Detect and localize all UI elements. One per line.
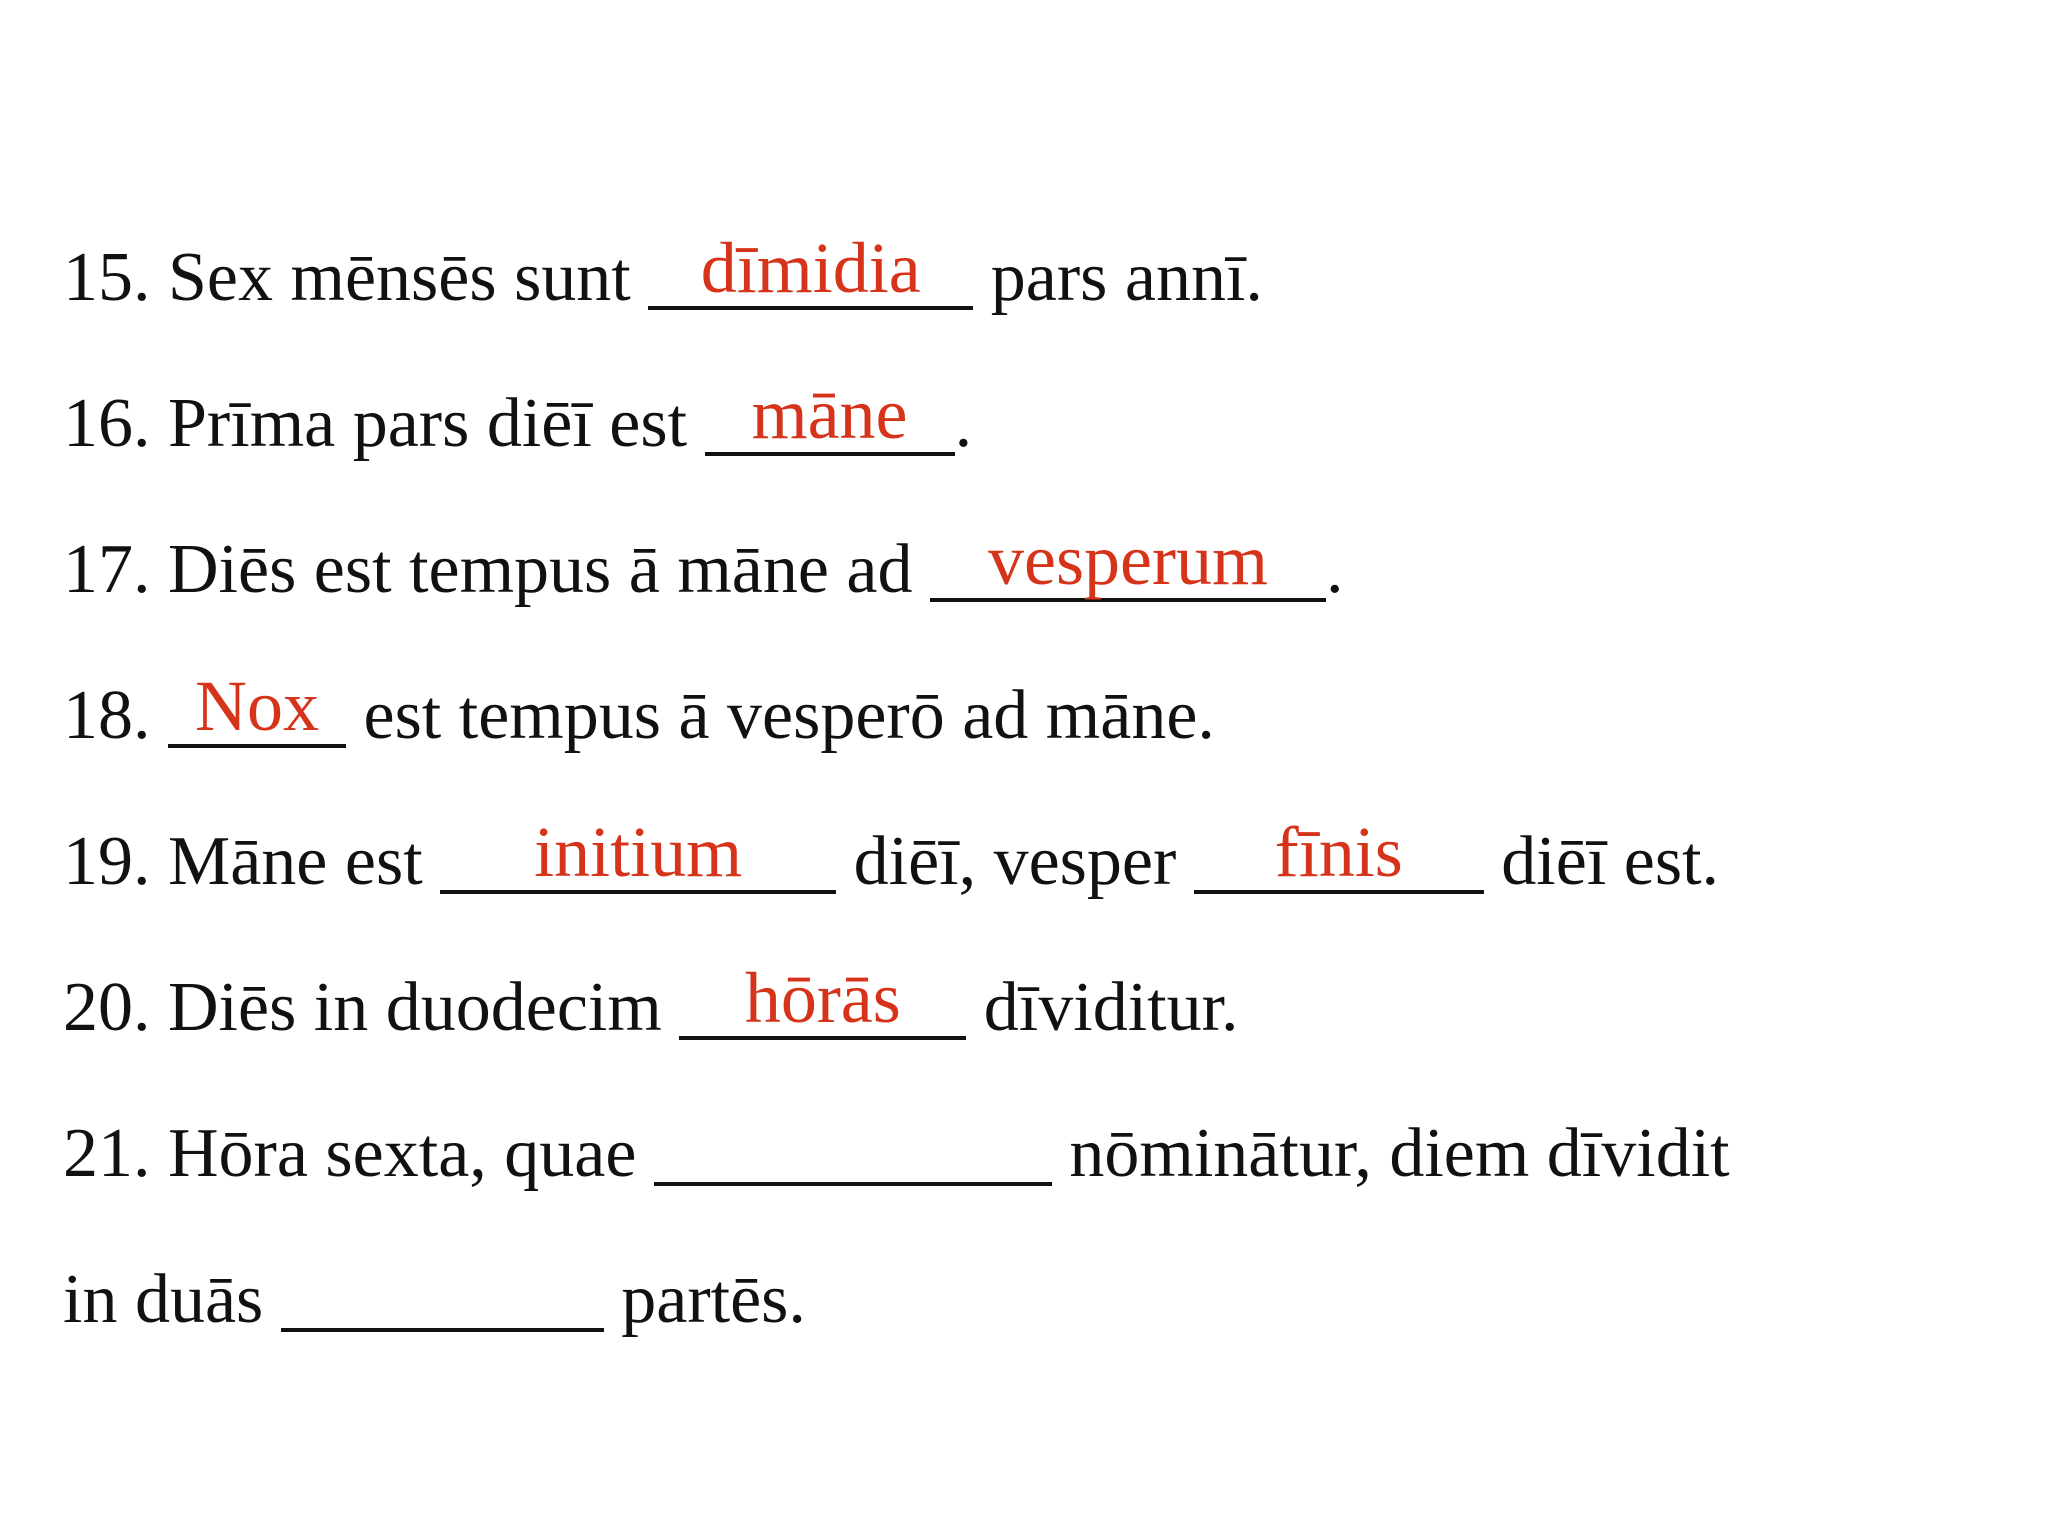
answer-blank[interactable] — [930, 520, 1326, 602]
sentence-text: 17. Diēs est tempus ā māne ad — [63, 531, 931, 608]
answer-blank[interactable] — [679, 958, 966, 1040]
sentence-text: 16. Prīma pars diēī est — [63, 385, 705, 462]
sentence-17 — [63, 520, 1344, 608]
sentence-text: dīviditur. — [966, 969, 1239, 1046]
sentence-20 — [63, 958, 1239, 1046]
sentence-text: pars annī. — [973, 239, 1263, 316]
answer-text: hōrās — [744, 958, 901, 1038]
sentence-text: est tempus ā vesperō ad māne. — [346, 677, 1215, 754]
sentence-text: diēī, vesper — [836, 823, 1194, 900]
sentence-text: 15. Sex mēnsēs sunt — [63, 239, 649, 316]
answer-text: Nox — [195, 666, 319, 746]
answer-blank[interactable] — [1194, 812, 1484, 894]
sentence-text: 18. — [63, 677, 168, 754]
sentence-15 — [63, 228, 1263, 316]
sentence-text: nōminātur, diem dīvidit — [1051, 1115, 1730, 1192]
sentence-18 — [63, 666, 1215, 754]
sentence-text: partēs. — [603, 1261, 806, 1338]
answer-text: vesperum — [988, 520, 1268, 600]
sentence-text: . — [1326, 531, 1344, 608]
answer-blank[interactable] — [648, 228, 973, 310]
sentence-text: 21. Hōra sexta, quae — [63, 1115, 654, 1192]
sentence-21 — [63, 1108, 1730, 1192]
sentence-text: 19. Māne est — [63, 823, 441, 900]
answer-blank[interactable] — [440, 812, 836, 894]
answer-text: dīmidia — [700, 228, 921, 308]
answer-blank[interactable] — [705, 374, 955, 456]
sentence-21-continued — [63, 1254, 806, 1338]
answer-text: fīnis — [1274, 812, 1403, 892]
sentence-text: 20. Diēs in duodecim — [63, 969, 680, 1046]
answer-text: māne — [751, 374, 908, 454]
sentence-16 — [63, 374, 973, 462]
answer-blank[interactable] — [654, 1108, 1052, 1186]
answer-blank[interactable] — [168, 666, 346, 748]
answer-blank[interactable] — [281, 1254, 604, 1332]
sentence-19 — [63, 812, 1720, 900]
answer-text: initium — [534, 812, 743, 892]
sentence-text: diēī est. — [1483, 823, 1720, 900]
sentence-text: in duās — [63, 1261, 281, 1338]
sentence-text: . — [954, 385, 973, 462]
